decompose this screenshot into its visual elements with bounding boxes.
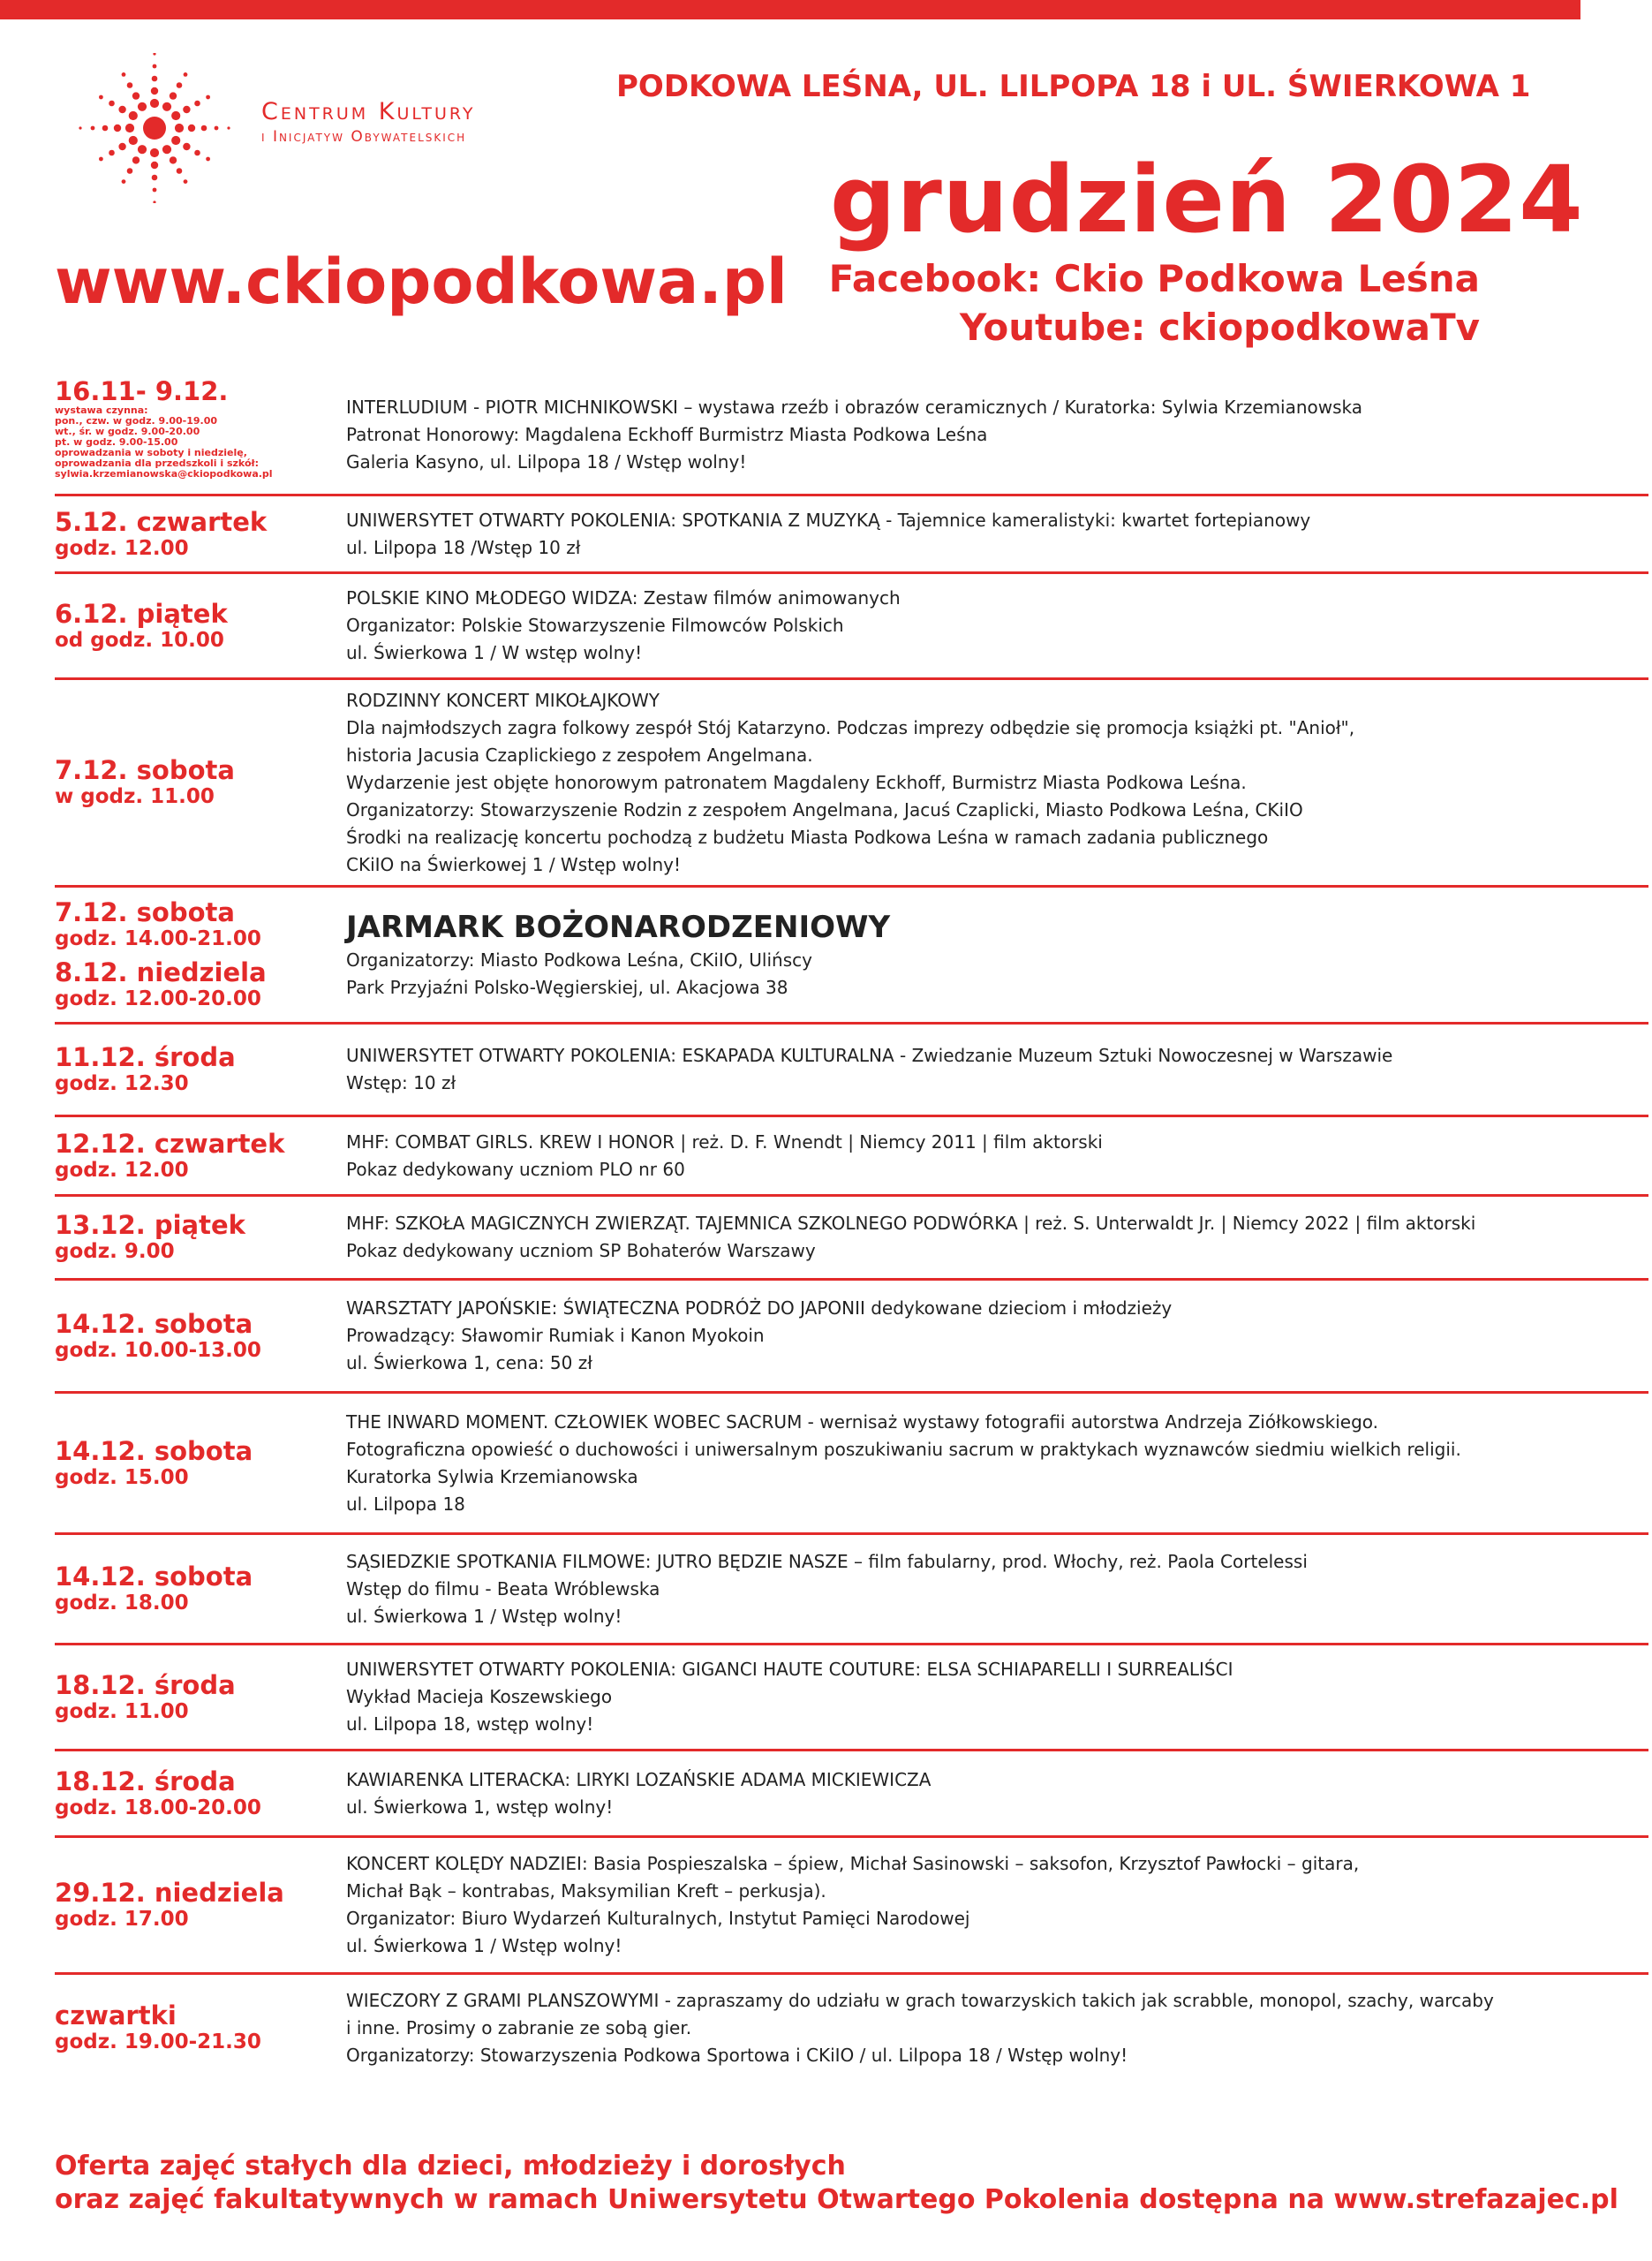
event-line: SĄSIEDZKIE SPOTKANIA FILMOWE: JUTRO BĘDZIE NASZE – film fabularny, prod. Włochy, reż. Paola Cortelessi: [346, 1550, 1308, 1572]
month-title: grudzień 2024: [830, 146, 1584, 253]
event-row: [55, 1838, 1648, 1975]
event-line: Kuratorka Sylwia Krzemianowska: [346, 1465, 638, 1487]
event-time: godz. 14.00-21.00: [55, 927, 261, 950]
event-line: Michał Bąk – kontrabas, Maksymilian Kreft – perkusja).: [346, 1880, 826, 1902]
event-line: Wydarzenie jest objęte honorowym patronatem Magdaleny Eckhoff, Burmistrz Miasta Podkowa Leśna.: [346, 771, 1247, 793]
event-time: godz. 9.00: [55, 1240, 175, 1263]
event-row: [55, 1535, 1648, 1645]
event-date: 14.12. sobota: [55, 1435, 253, 1466]
event-line: Prowadzący: Sławomir Rumiak i Kanon Myokoin: [346, 1325, 765, 1346]
event-row: [55, 375, 1648, 496]
footer-note: [55, 2150, 1618, 2217]
website-link[interactable]: www.ckiopodkowa.pl: [55, 246, 788, 318]
event-time: godz. 10.00-13.00: [55, 1338, 261, 1362]
footer-line-2: oraz zajęć fakultatywnych w ramach Uniwersytetu Otwartego Pokolenia dostępna na www.strefazajec.pl: [55, 2184, 1618, 2215]
social-links: [829, 254, 1480, 352]
event-date: 18.12. środa: [55, 1669, 236, 1700]
event-line: Park Przyjaźni Polsko-Węgierskiej, ul. Akacjowa 38: [346, 977, 788, 998]
event-line: Pokaz dedykowany uczniom PLO nr 60: [346, 1158, 685, 1180]
event-time: godz. 11.00: [55, 1699, 189, 1723]
event-time: godz. 12.00: [55, 536, 189, 560]
event-date: 7.12. sobota: [55, 755, 235, 785]
event-line: Dla najmłodszych zagra folkowy zespół Stój Katarzyno. Podczas imprezy odbędzie się promocja książki pt. "Anioł",: [346, 716, 1355, 738]
top-accent-bar: [0, 0, 1580, 19]
logo-wordmark: [261, 97, 475, 147]
event-contact-email[interactable]: sylwia.krzemianowska@ckiopodkowa.pl: [55, 468, 273, 480]
event-date: 6.12. piątek: [55, 598, 228, 629]
footer-line-1: Oferta zajęć stałych dla dzieci, młodzieży i dorosłych: [55, 2151, 846, 2182]
event-line: Wstęp: 10 zł: [346, 1072, 456, 1093]
youtube-link[interactable]: Youtube: ckiopodkowaTv: [959, 306, 1480, 349]
event-row: [55, 888, 1648, 1025]
event-line: Wstęp do filmu - Beata Wróblewska: [346, 1577, 660, 1599]
event-line: WIECZORY Z GRAMI PLANSZOWYMI - zapraszamy do udziału w grach towarzyskich takich jak scrabble, monopol, szachy, warcaby: [346, 1989, 1494, 2011]
event-line: Fotograficzna opowieść o duchowości i uniwersalnym poszukiwaniu sacrum w praktykach wyznawców siedmiu wielkich religii.: [346, 1438, 1461, 1460]
event-line: CKiIO na Świerkowej 1 / Wstęp wolny!: [346, 853, 681, 875]
event-row: [55, 1645, 1648, 1751]
event-hours-line: oprowadzania w soboty i niedzielę,: [55, 447, 247, 458]
event-line: INTERLUDIUM - PIOTR MICHNIKOWSKI – wystawa rzeźb i obrazów ceramicznych / Kuratorka: Sylwia Krzemianowska: [346, 396, 1363, 418]
event-time: godz. 12.00: [55, 1158, 189, 1182]
event-line: historia Jacusia Czaplickiego z zespołem Angelmana.: [346, 744, 813, 766]
event-line: MHF: COMBAT GIRLS. KREW I HONOR | reż. D. F. Wnendt | Niemcy 2011 | film aktorski: [346, 1130, 1103, 1153]
event-title: JARMARK BOŻONARODZENIOWY: [346, 910, 891, 945]
event-hours-line: pon., czw. w godz. 9.00-19.00: [55, 415, 218, 427]
event-time: godz. 19.00-21.30: [55, 2030, 261, 2053]
event-line: ul. Lilpopa 18: [346, 1493, 465, 1515]
event-date: 13.12. piątek: [55, 1210, 245, 1240]
event-time: godz. 12.30: [55, 1072, 189, 1095]
event-hours-line: oprowadzania dla przedszkoli i szkół:: [55, 457, 259, 469]
event-date: 16.11- 9.12.: [55, 376, 229, 406]
event-line: Galeria Kasyno, ul. Lilpopa 18 / Wstęp wolny!: [346, 450, 747, 473]
event-row: [55, 1117, 1648, 1197]
event-line: Organizatorzy: Stowarzyszenie Rodzin z zespołem Angelmana, Jacuś Czaplicki, Miasto Podkowa Leśna, CKiIO: [346, 798, 1303, 820]
event-time: godz. 17.00: [55, 1908, 189, 1931]
event-line: KONCERT KOLĘDY NADZIEI: Basia Pospieszalska – śpiew, Michał Sasinowski – saksofon, Krzysztof Pawłocki – gitara,: [346, 1853, 1360, 1874]
event-row: [55, 1394, 1648, 1535]
event-date: 11.12. środa: [55, 1042, 236, 1072]
event-line: WARSZTATY JAPOŃSKIE: ŚWIĄTECZNA PODRÓŻ DO JAPONII dedykowane dzieciom i młodzieży: [346, 1297, 1173, 1319]
event-line: Środki na realizację koncertu pochodzą z budżetu Miasta Podkowa Leśna w ramach zadania publicznego: [346, 826, 1269, 848]
event-hours-line: wystawa czynna:: [55, 405, 148, 416]
event-line: KAWIARENKA LITERACKA: LIRYKI LOZAŃSKIE ADAMA MICKIEWICZA: [346, 1768, 932, 1790]
event-line: Organizatorzy: Miasto Podkowa Leśna, CKiIO, Ulińscy: [346, 949, 812, 971]
event-line: Patronat Honorowy: Magdalena Eckhoff Burmistrz Miasta Podkowa Leśna: [346, 423, 988, 445]
event-line: UNIWERSYTET OTWARTY POKOLENIA: SPOTKANIA Z MUZYKĄ - Tajemnice kameralistyki: kwartet fortepianowy: [346, 509, 1311, 531]
event-row: [55, 496, 1648, 574]
event-date: 12.12. czwartek: [55, 1128, 285, 1159]
event-line: ul. Świerkowa 1 / Wstęp wolny!: [346, 1935, 622, 1956]
event-row: [55, 1025, 1648, 1117]
event-line: i inne. Prosimy o zabranie ze sobą gier.: [346, 2016, 692, 2038]
event-row: [55, 1975, 1648, 2081]
event-date: 14.12. sobota: [55, 1308, 253, 1339]
event-time: godz. 18.00: [55, 1592, 189, 1614]
event-time: w godz. 11.00: [55, 785, 215, 808]
event-line: MHF: SZKOŁA MAGICZNYCH ZWIERZĄT. TAJEMNICA SZKOLNEGO PODWÓRKA | reż. S. Unterwaldt Jr. | Niemcy 2022 | film aktorski: [346, 1213, 1476, 1234]
event-time: od godz. 10.00: [55, 628, 224, 652]
logo-line-1: Centrum Kultury: [261, 98, 476, 125]
event-date: 14.12. sobota: [55, 1562, 253, 1592]
event-line: Organizator: Biuro Wydarzeń Kulturalnych, Instytut Pamięci Narodowej: [346, 1908, 970, 1929]
event-date: 29.12. niedziela: [55, 1878, 284, 1908]
event-line: UNIWERSYTET OTWARTY POKOLENIA: ESKAPADA KULTURALNA - Zwiedzanie Muzeum Sztuki Nowoczesnej w Warszawie: [346, 1045, 1393, 1066]
event-row: [55, 1281, 1648, 1394]
event-date: 7.12. sobota: [55, 897, 235, 927]
event-row: [55, 680, 1648, 888]
event-row: [55, 1751, 1648, 1838]
event-row: [55, 574, 1648, 680]
event-line: Pokaz dedykowany uczniom SP Bohaterów Warszawy: [346, 1240, 816, 1261]
event-line: THE INWARD MOMENT. CZŁOWIEK WOBEC SACRUM - wernisaż wystawy fotografii autorstwa Andrzeja Ziółkowskiego.: [346, 1410, 1379, 1433]
event-line: ul. Świerkowa 1, wstęp wolny!: [346, 1796, 614, 1818]
event-line: RODZINNY KONCERT MIKOŁAJKOWY: [346, 689, 660, 711]
logo-line-2: i Inicjatyw Obywatelskich: [261, 128, 467, 146]
event-time: godz. 18.00-20.00: [55, 1796, 261, 1819]
event-line: ul. Lilpopa 18 /Wstęp 10 zł: [346, 536, 581, 558]
event-line: ul. Lilpopa 18, wstęp wolny!: [346, 1713, 594, 1735]
event-line: Wykład Macieja Koszewskiego: [346, 1686, 613, 1707]
event-hours-line: wt., śr. w godz. 9.00-20.00: [55, 426, 200, 437]
event-line: Organizatorzy: Stowarzyszenia Podkowa Sportowa i CKiIO / ul. Lilpopa 18 / Wstęp wolny!: [346, 2044, 1128, 2066]
event-hours-line: pt. w godz. 9.00-15.00: [55, 436, 178, 448]
event-line: ul. Świerkowa 1 / Wstęp wolny!: [346, 1605, 622, 1627]
event-line: ul. Świerkowa 1, cena: 50 zł: [346, 1352, 592, 1373]
event-date: 18.12. środa: [55, 1766, 236, 1796]
event-date: czwartki: [55, 2000, 177, 2030]
event-line: POLSKIE KINO MŁODEGO WIDZA: Zestaw filmów animowanych: [346, 587, 901, 609]
event-time-2: godz. 12.00-20.00: [55, 987, 261, 1010]
event-line: Organizator: Polskie Stowarzyszenie Filmowców Polskich: [346, 615, 844, 636]
sun-logo-icon: [71, 53, 247, 203]
facebook-link[interactable]: Facebook: Ckio Podkowa Leśna: [828, 257, 1480, 300]
event-time: godz. 15.00: [55, 1465, 189, 1489]
event-line: UNIWERSYTET OTWARTY POKOLENIA: GIGANCI HAUTE COUTURE: ELSA SCHIAPARELLI I SURREALIŚCI: [346, 1659, 1233, 1680]
venue-address: PODKOWA LEŚNA, UL. LILPOPA 18 i UL. ŚWIERKOWA 1: [616, 69, 1531, 104]
event-row: [55, 1197, 1648, 1281]
event-date-2: 8.12. niedziela: [55, 957, 267, 987]
event-line: ul. Świerkowa 1 / W wstęp wolny!: [346, 642, 643, 663]
event-date: 5.12. czwartek: [55, 506, 268, 537]
event-list: [55, 375, 1648, 2081]
